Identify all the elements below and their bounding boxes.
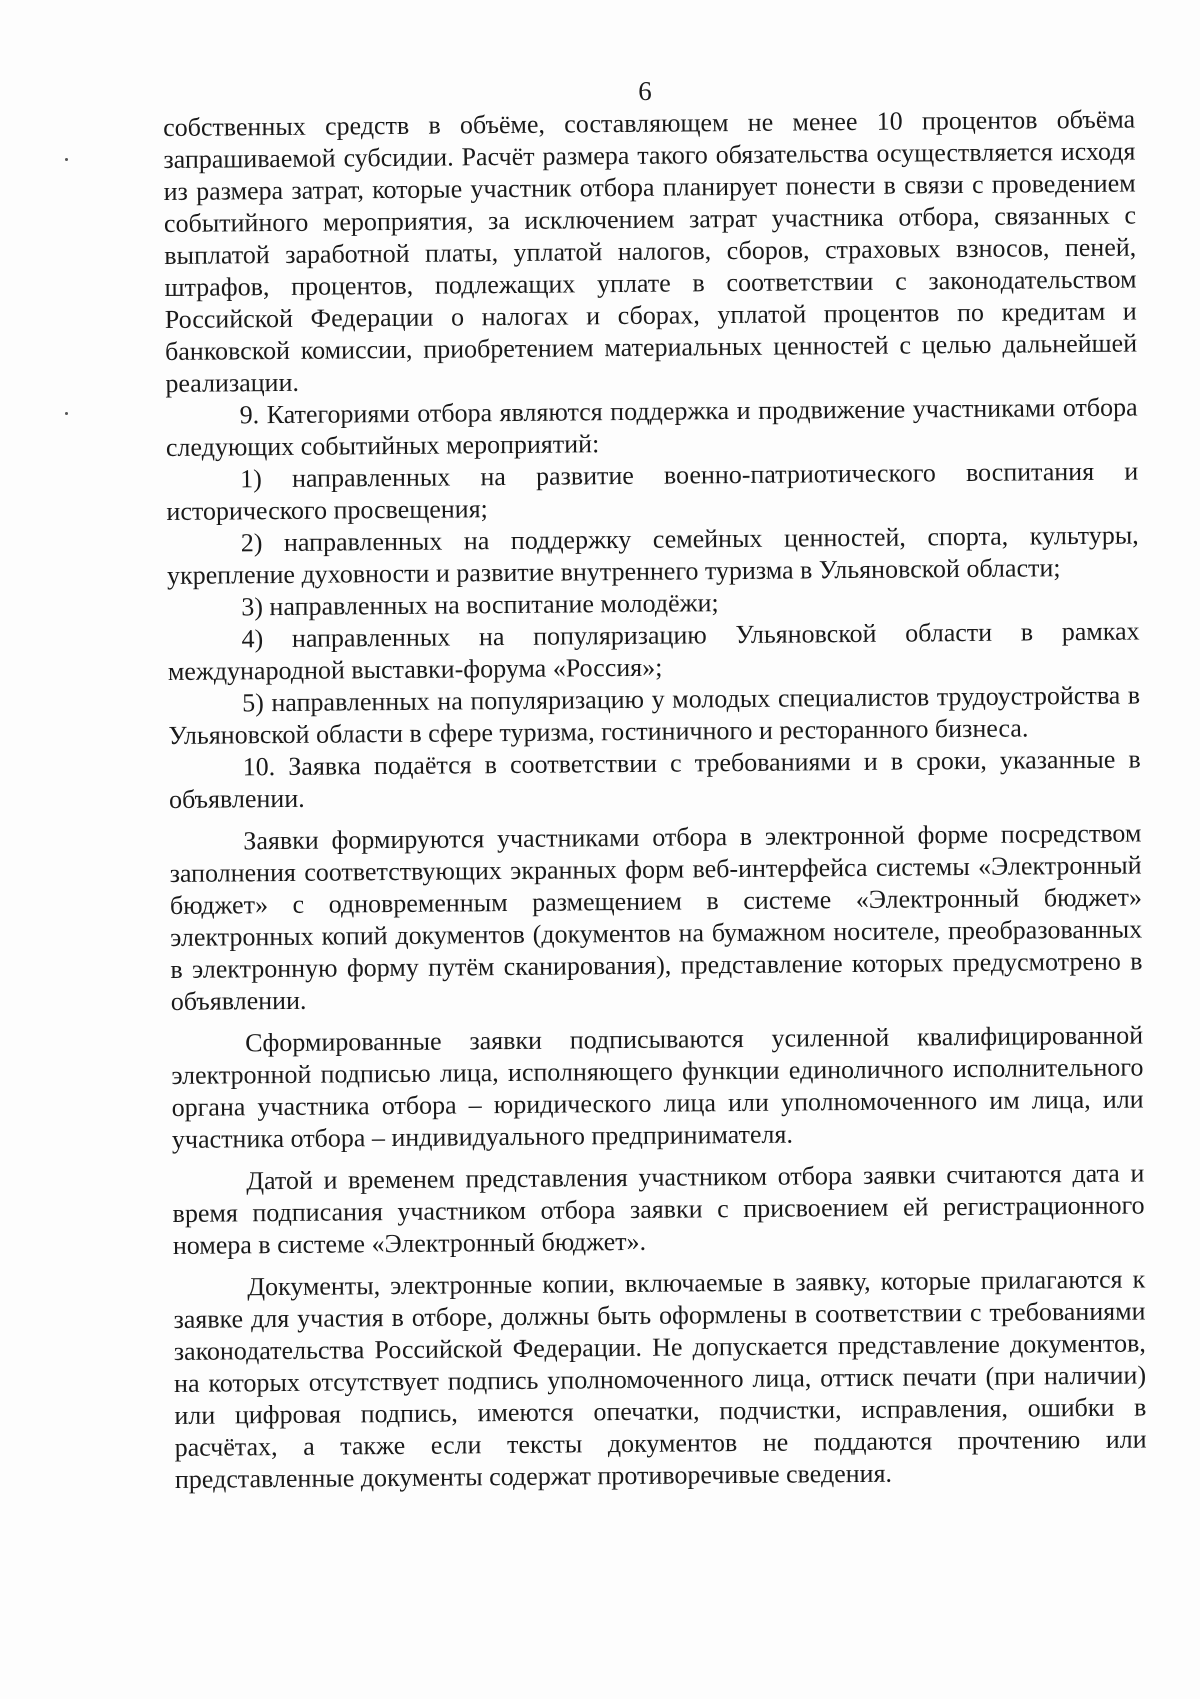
paragraph: Заявки формируются участниками отбора в электронной форме посредством заполнения соответствующих экранных форм веб-интерфейса системы «Электронный бюджет» с одновременным размещением в системе «Электронный бюджет» электронных копий документов (документов на бумажном носителе, преобразованных в электронную форму путём сканирования), представление которых предусмотрено в объявлении. — [169, 818, 1143, 1016]
paragraph: Датой и временем представления участником отбора заявки считаются дата и время подписания участником отбора заявки с присвоением ей регистрационного номера в системе «Электронный бюджет». — [172, 1158, 1145, 1260]
list-item: 3) направленных на воспитание молодёжи; — [241, 588, 719, 622]
list-item: 2) направленных на поддержку семейных ценностей, спорта, культуры, укрепление духовности и развитие внутреннего туризма в Ульяновской области; — [166, 520, 1139, 590]
paragraph-item-9: 9. Категориями отбора являются поддержка и продвижение участниками отбора следующих событийных мероприятий: — [165, 392, 1138, 462]
scan-speck — [65, 158, 68, 161]
paragraph-item-10: 10. Заявка подаётся в соответствии с требованиями и в сроки, указанные в объявлении. — [168, 744, 1141, 814]
list-item: 4) направленных на популяризацию Ульяновской области в рамках международной выставки-форума «Россия»; — [167, 616, 1140, 686]
list-item: 1) направленных на развитие военно-патриотического воспитания и исторического просвещения; — [166, 456, 1139, 526]
paragraph: собственных средств в объёме, составляющем не менее 10 процентов объёма запрашиваемой субсидии. Расчёт размера такого обязательства осуществляется исходя из размера затрат, которые участник отбора планирует понести в связи с проведением событийного мероприятия, за исключением затрат участника отбора, связанных с выплатой заработной платы, уплатой налогов, сборов, страховых взносов, пеней, штрафов, процентов, подлежащих уплате в соответствии с законодательством Российской Федерации о налогах и сборах, уплатой процентов по кредитам и банковской комиссии, приобретением материальных ценностей с целью дальнейшей реализации. — [163, 104, 1138, 398]
body-text — [163, 104, 1147, 1496]
page-number: 6 — [638, 76, 652, 106]
scan-speck — [65, 412, 68, 415]
paragraph: Сформированные заявки подписываются усиленной квалифицированной электронной подписью лица, исполняющего функции единоличного исполнительного органа участника отбора – юридического лица или уполномоченного им лица, или участника отбора – индивидуального предпринимателя. — [171, 1020, 1144, 1154]
paragraph: Документы, электронные копии, включаемые в заявку, которые прилагаются к заявке для участия в отборе, должны быть оформлены в соответствии с требованиями законодательства Российской Федерации. Не допускается представление документов, на которых отсутствует подпись уполномоченного лица, оттиск печати (при наличии) или цифровая подпись, имеются опечатки, подчистки, исправления, ошибки в расчётах, а также если тексты документов не поддаются прочтению или представленные документы содержат противоречивые сведения. — [173, 1264, 1147, 1494]
list-item: 5) направленных на популяризацию у молодых специалистов трудоустройства в Ульяновской области в сфере туризма, гостиничного и ресторанного бизнеса. — [168, 680, 1141, 750]
